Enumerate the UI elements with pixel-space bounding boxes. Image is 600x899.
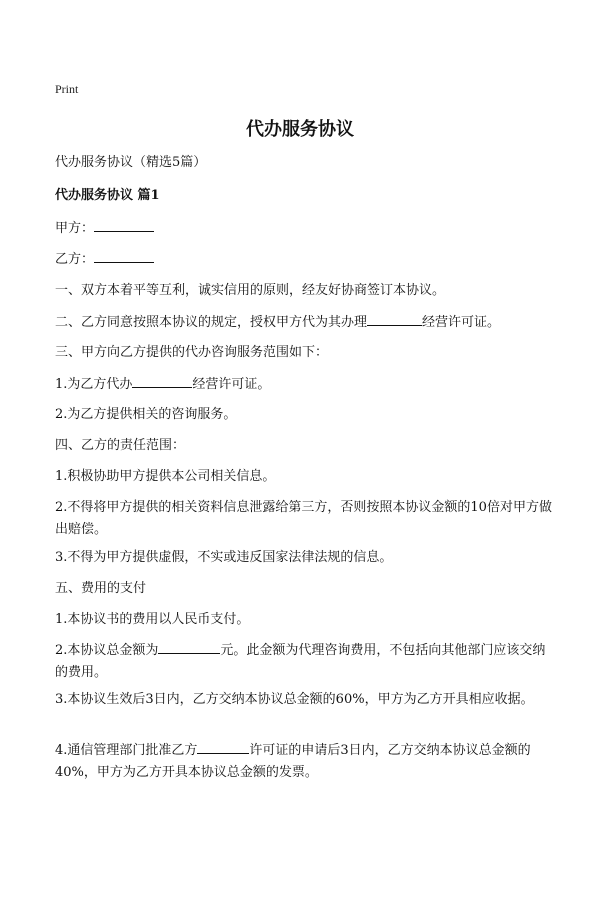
clause-5-item-3: 3.本协议生效后3日内，乙方交纳本协议总金额的60%，甲方为乙方开具相应收据。: [55, 692, 534, 707]
clause-4-item-2: 2.不得将甲方提供的相关资料信息泄露给第三方，否则按照本协议金额的10倍对甲方做出赔偿。: [55, 500, 552, 537]
document-subtitle: 代办服务协议（精选5篇）: [55, 155, 207, 170]
clause-5-item-2-before: 2.本协议总金额为: [55, 643, 159, 658]
clause-5-item-4: [55, 739, 555, 784]
section-title: 代办服务协议 篇1: [55, 188, 160, 203]
clause-5-item-4-blank: [197, 739, 249, 754]
clause-5-item-2: [55, 639, 555, 684]
party-b-line: [55, 248, 555, 271]
clause-3-item-1: [55, 373, 555, 396]
party-a-blank: [94, 217, 154, 232]
clause-4-item-3: 3.不得为甲方提供虚假，不实或违反国家法律法规的信息。: [55, 550, 393, 565]
party-a-label: 甲方：: [55, 221, 95, 236]
clause-5-item-2-after: 元。此金额为代理咨询费用，不包括向其他部门应该交纳的费用。: [55, 643, 546, 680]
clause-3-item-1-after: 经营许可证。: [192, 377, 271, 392]
clause-3-item-2: 2.为乙方提供相关的咨询服务。: [55, 407, 237, 422]
party-a-line: [55, 217, 555, 240]
clause-5-item-4-after: 许可证的申请后3日内，乙方交纳本协议总金额的40%，甲方为乙方开具本协议总金额的发票。: [55, 743, 531, 780]
clause-5-item-1: 1.本协议书的费用以人民币支付。: [55, 612, 250, 627]
clause-2-blank: [367, 311, 422, 326]
party-b-label: 乙方：: [55, 252, 95, 267]
clause-3: 三、甲方向乙方提供的代办咨询服务范围如下：: [55, 345, 329, 360]
party-b-blank: [94, 248, 154, 263]
clause-2-text-after: 经营许可证。: [422, 315, 501, 330]
clause-4-item-1: 1.积极协助甲方提供本公司相关信息。: [55, 469, 276, 484]
print-link[interactable]: Print: [55, 82, 79, 96]
clause-2-text-before: 二、乙方同意按照本协议的规定，授权甲方代为其办理: [55, 315, 368, 330]
clause-5: 五、费用的支付: [55, 581, 147, 596]
clause-3-item-1-blank: [132, 373, 192, 388]
clause-1: 一、双方本着平等互利，诚实信用的原则，经友好协商签订本协议。: [55, 283, 446, 298]
clause-3-item-1-before: 1.为乙方代办: [55, 377, 133, 392]
clause-4: 四、乙方的责任范围：: [55, 438, 186, 453]
clause-5-item-2-blank: [158, 639, 220, 654]
page-title: 代办服务协议: [246, 119, 354, 140]
clause-2: [55, 311, 555, 334]
clause-5-item-4-before: 4.通信管理部门批准乙方: [55, 743, 198, 758]
